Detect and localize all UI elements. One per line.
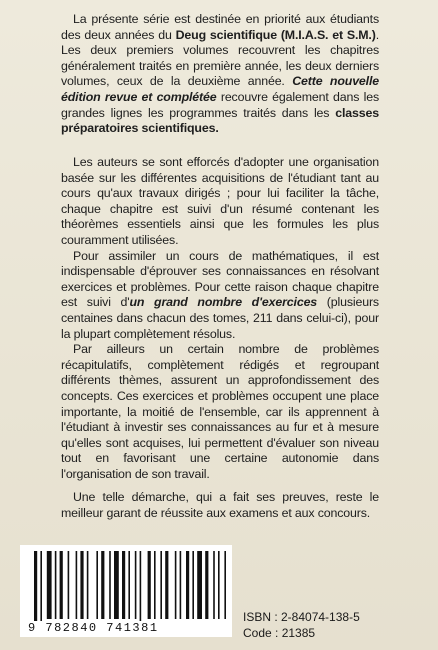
barcode-bar <box>68 551 70 619</box>
barcode-bar <box>165 551 168 619</box>
organisation-paragraph: Les auteurs se sont efforcés d'adopter une organisation basée sur les différentes acquisitions de l'étudiant tant au cours qu'aux travaux dirigés ; pour lui faciliter la tâche, chaque chapitre est suivi d'un résumé contenant les théorèmes essentiels ainsi que les formules les plus couramment utilisées. <box>61 155 379 247</box>
barcode-bar <box>140 551 142 627</box>
barcode-bar <box>205 551 208 619</box>
barcode-bar <box>180 551 182 619</box>
barcode-bar <box>101 551 104 619</box>
deug-label: Deug scientifique (M.I.A.S. et S.M.) <box>175 27 376 42</box>
barcode-bar <box>148 551 151 619</box>
barcode-digits: 9 782840 741381 <box>28 621 159 635</box>
barcode-bar <box>192 551 194 619</box>
barcode-bar <box>40 551 42 627</box>
barcode-bar <box>34 551 37 627</box>
barcode-bar <box>109 551 111 619</box>
barcode-bar <box>55 551 57 619</box>
barcode-bar <box>87 551 89 619</box>
exercises-paragraph <box>61 249 379 343</box>
intro-text-1: La présente série est destinée en priorité aux étudiants des deux années du <box>61 12 379 42</box>
prep-classes-label: classes préparatoires scientifiques. <box>61 105 379 136</box>
barcode-bar <box>197 551 202 619</box>
closing-text: Une telle démarche, qui a fait ses preuves, reste le meilleur garant de réussite aux examens et aux concours. <box>61 490 379 520</box>
intro-text-3: recouvre également dans les grandes lignes les programmes traités dans les <box>61 89 379 120</box>
barcode-bar <box>186 551 189 619</box>
intro-paragraph <box>61 12 379 137</box>
barcode-bar <box>135 551 137 619</box>
barcode-bar <box>76 551 78 619</box>
ean-barcode <box>20 545 232 645</box>
method-paragraphs <box>61 155 379 482</box>
barcode-bar <box>154 551 156 619</box>
closing-paragraph <box>61 490 379 521</box>
new-edition-label: Cette nouvelle édition revue et complétée <box>61 74 380 104</box>
barcode-bar <box>160 551 162 619</box>
barcode-bar <box>114 551 119 619</box>
barcode-bar <box>47 551 52 619</box>
exercises-text-2: (plusieurs centaines dans chacun des tomes, 211 dans celui-ci), pour la plupart complètement résolus. <box>61 295 379 341</box>
intro-text-2: . Les deux premiers volumes recouvrent les chapitres généralement traités en première année, les deux derniers volumes, ceux de la deuxième année. <box>61 27 379 89</box>
barcode-bar <box>218 551 220 619</box>
barcode-bar <box>60 551 63 619</box>
barcode-bar <box>122 551 125 619</box>
barcode-bar <box>128 551 130 619</box>
barcode-bar <box>224 551 226 619</box>
problems-paragraph: Par ailleurs un certain nombre de problèmes récapitulatifs, complètement rédigés et regroupant différents thèmes, assurent un approfondissement des concepts. Ces exercices et problèmes occupent une place importante, la moitié de l'ensemble, car ils apprennent à l'étudiant à investir ses connaissances au fur et à mesure qu'elles sont acquises, lui permettent d'évaluer son niveau tout en favorisant une certaine autonomie dans l'organisation de son travail. <box>61 342 379 481</box>
barcode-bar <box>213 551 215 619</box>
barcode-bar <box>80 551 83 619</box>
exercises-text-1: Pour assimiler un cours de mathématiques, il est indispensable d'éprouver ses connaissances en résolvant exercices et problèmes. Pour cette raison chaque chapitre est suivi d' <box>61 248 379 310</box>
barcode-bar <box>96 551 98 619</box>
many-exercises-label: un grand nombre d'exercices <box>129 295 318 310</box>
isbn-line: ISBN : 2-84074-138-5 <box>243 610 360 624</box>
code-line: Code : 21385 <box>243 626 316 640</box>
isbn-block <box>243 609 360 641</box>
barcode-bar <box>175 551 177 619</box>
